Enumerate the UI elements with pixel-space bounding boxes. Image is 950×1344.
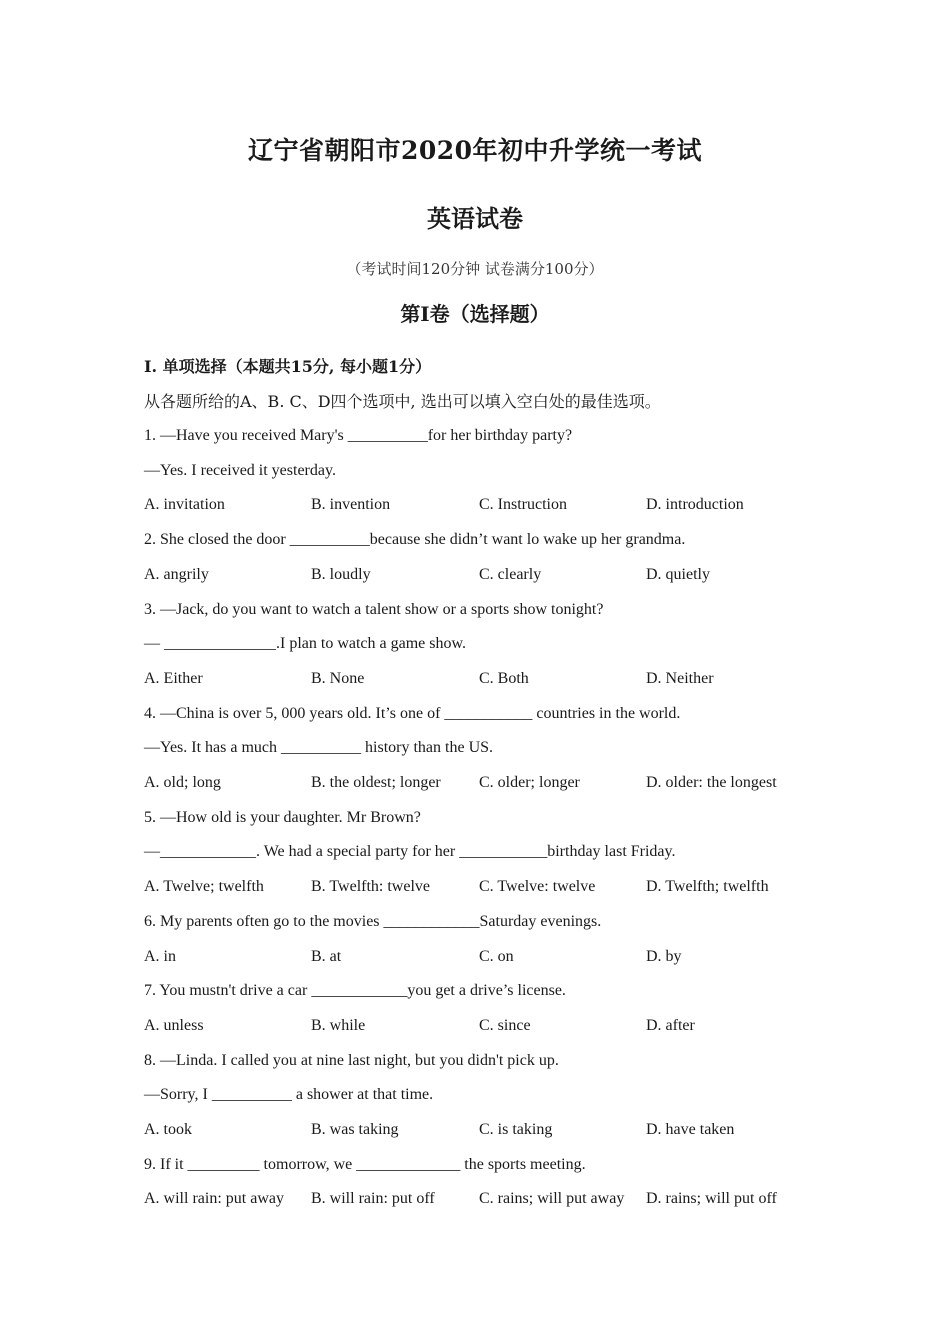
question-option: D. by <box>646 948 682 965</box>
question-option: B. Twelfth: twelve <box>311 878 431 895</box>
question-option: B. loudly <box>311 566 371 583</box>
question-stem: 6. My parents often go to the movies ____________Saturday evenings. <box>144 913 602 930</box>
question-option: B. was taking <box>311 1121 399 1138</box>
question-stem: 8. —Linda. I called you at nine last night, but you didn't pick up. <box>144 1052 559 1069</box>
question-option: D. introduction <box>646 496 744 513</box>
question-option: A. took <box>144 1121 192 1138</box>
question-option: D. older: the longest <box>646 774 777 791</box>
question-option: D. after <box>646 1017 695 1034</box>
question-option: A. invitation <box>144 496 225 513</box>
question-option: B. the oldest; longer <box>311 774 441 791</box>
question-option: D. quietly <box>646 566 710 583</box>
question-stem: 1. —Have you received Mary's __________for her birthday party? <box>144 427 573 444</box>
subject-title: 英语试卷 <box>427 204 523 233</box>
section-instruction: 从各题所给的A、B. C、D四个选项中, 选出可以填入空白处的最佳选项。 <box>144 392 661 411</box>
question-option: A. Twelve; twelfth <box>144 878 264 895</box>
question-option: B. while <box>311 1017 366 1034</box>
question-stem: 5. —How old is your daughter. Mr Brown? <box>144 809 421 826</box>
question-option: C. is taking <box>479 1121 553 1138</box>
question-option: A. angrily <box>144 566 209 583</box>
question-option: D. Neither <box>646 670 714 687</box>
question-option: C. rains; will put away <box>479 1190 625 1207</box>
question-option: C. since <box>479 1017 531 1034</box>
question-option: B. at <box>311 948 342 965</box>
question-option: B. invention <box>311 496 391 513</box>
exam-info: （考试时间120分钟 试卷满分100分） <box>346 260 604 278</box>
question-option: C. clearly <box>479 566 542 583</box>
question-stem: 4. —China is over 5, 000 years old. It’s one of ___________ countries in the world. <box>144 705 681 722</box>
question-line: —Yes. I received it yesterday. <box>144 462 336 479</box>
question-option: C. older; longer <box>479 774 580 791</box>
question-option: C. Twelve: twelve <box>479 878 596 895</box>
question-line: — ______________.I plan to watch a game show. <box>144 635 467 652</box>
question-line: —____________. We had a special party for her ___________birthday last Friday. <box>144 843 676 860</box>
question-stem: 9. If it _________ tomorrow, we _____________ the sports meeting. <box>144 1156 586 1173</box>
question-option: A. old; long <box>144 774 221 791</box>
question-option: D. Twelfth; twelfth <box>646 878 769 895</box>
part-title: 第I卷（选择题） <box>400 302 550 326</box>
question-stem: 2. She closed the door __________because she didn’t want lo wake up her grandma. <box>144 531 686 548</box>
question-option: B. None <box>311 670 365 687</box>
question-option: A. will rain: put away <box>144 1190 284 1207</box>
question-option: C. Both <box>479 670 529 687</box>
question-option: D. rains; will put off <box>646 1190 777 1207</box>
question-option: A. unless <box>144 1017 204 1034</box>
question-option: C. on <box>479 948 514 965</box>
question-stem: 3. —Jack, do you want to watch a talent show or a sports show tonight? <box>144 601 604 618</box>
question-option: C. Instruction <box>479 496 567 513</box>
question-line: —Yes. It has a much __________ history than the US. <box>144 739 494 756</box>
exam-title: 辽宁省朝阳市2020年初中升学统一考试 <box>247 136 703 165</box>
question-stem: 7. You mustn't drive a car ____________you get a drive’s license. <box>144 982 566 999</box>
question-option: A. Either <box>144 670 203 687</box>
question-line: —Sorry, I __________ a shower at that time. <box>144 1086 434 1103</box>
question-option: B. will rain: put off <box>311 1190 435 1207</box>
question-option: A. in <box>144 948 176 965</box>
question-option: D. have taken <box>646 1121 735 1138</box>
section-heading: I. 单项选择（本题共15分, 每小题1分） <box>144 357 432 376</box>
